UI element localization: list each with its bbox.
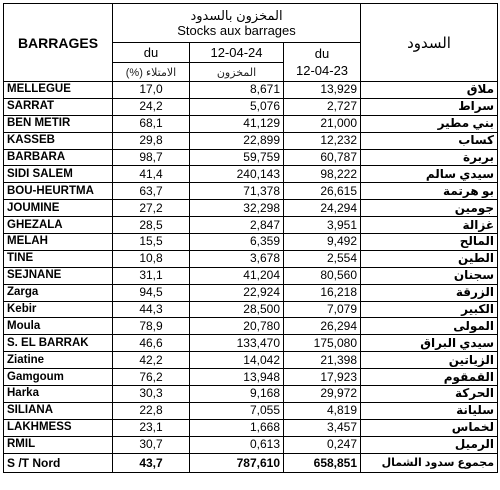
stock-2024: 41,204 <box>190 267 284 284</box>
stock-2024: 41,129 <box>190 115 284 132</box>
dam-row <box>4 166 498 183</box>
dam-row <box>4 82 498 99</box>
stock-2024: 9,168 <box>190 386 284 403</box>
dam-name-ar: الطين <box>361 250 498 267</box>
stock-2023: 175,080 <box>284 335 361 352</box>
prev-date-label: 12-04-23 <box>295 63 349 78</box>
stock-2023: 24,294 <box>284 200 361 217</box>
dam-name: Moula <box>4 318 113 335</box>
total-stock-2024: 787,610 <box>190 453 284 472</box>
dam-name-ar: سيدي البراق <box>361 335 498 352</box>
dam-row <box>4 386 498 403</box>
dam-name: SILIANA <box>4 402 113 419</box>
fill-percent: 29,8 <box>113 132 190 149</box>
dam-row <box>4 369 498 386</box>
stock-2024: 71,378 <box>190 183 284 200</box>
dam-name: BEN METIR <box>4 115 113 132</box>
dam-row <box>4 250 498 267</box>
dam-name: Gamgoum <box>4 369 113 386</box>
stock-2024: 5,076 <box>190 98 284 115</box>
fill-percent: 63,7 <box>113 183 190 200</box>
dam-name: Zarga <box>4 284 113 301</box>
dam-name: Kebir <box>4 301 113 318</box>
dam-row <box>4 284 498 301</box>
dam-name-ar: المولى <box>361 318 498 335</box>
dam-name-ar: سليانة <box>361 402 498 419</box>
stock-2024: 22,899 <box>190 132 284 149</box>
dam-name-ar: الزياتين <box>361 352 498 369</box>
fill-percent: 30,7 <box>113 436 190 453</box>
stock-2023: 21,398 <box>284 352 361 369</box>
stock-2023: 3,457 <box>284 419 361 436</box>
stock-2024: 8,671 <box>190 82 284 99</box>
col-header-sodoud: السدود <box>361 4 498 82</box>
fill-percent: 24,2 <box>113 98 190 115</box>
dam-name: Ziatine <box>4 352 113 369</box>
total-name-ar: مجموع سدود الشمال <box>361 453 498 472</box>
dam-name-ar: كساب <box>361 132 498 149</box>
dam-name-ar: سيدي سالم <box>361 166 498 183</box>
prev-du-label: du <box>314 46 330 61</box>
fill-percent: 41,4 <box>113 166 190 183</box>
dam-row <box>4 436 498 453</box>
dam-name-ar: بو هرتمة <box>361 183 498 200</box>
stock-2024: 3,678 <box>190 250 284 267</box>
dam-row <box>4 200 498 217</box>
stock-2024: 0,613 <box>190 436 284 453</box>
dam-name-ar: المالح <box>361 234 498 251</box>
dam-row <box>4 183 498 200</box>
stock-2023: 98,222 <box>284 166 361 183</box>
stock-2023: 0,247 <box>284 436 361 453</box>
stock-2023: 4,819 <box>284 402 361 419</box>
dam-name: SARRAT <box>4 98 113 115</box>
pct-label-ar: (%) الامتلاء <box>113 63 190 82</box>
dam-row <box>4 115 498 132</box>
dam-name: TINE <box>4 250 113 267</box>
dam-name: RMIL <box>4 436 113 453</box>
stock-2023: 21,000 <box>284 115 361 132</box>
fill-percent: 44,3 <box>113 301 190 318</box>
dam-row <box>4 402 498 419</box>
dam-row <box>4 234 498 251</box>
fill-percent: 98,7 <box>113 149 190 166</box>
fill-percent: 68,1 <box>113 115 190 132</box>
dam-row <box>4 352 498 369</box>
dam-row <box>4 419 498 436</box>
pct-du-header: du <box>113 43 190 63</box>
fill-percent: 17,0 <box>113 82 190 99</box>
dam-row <box>4 267 498 284</box>
stock-2024: 133,470 <box>190 335 284 352</box>
dam-row <box>4 335 498 352</box>
fill-percent: 15,5 <box>113 234 190 251</box>
stock-2024: 2,847 <box>190 217 284 234</box>
dam-name: SIDI SALEM <box>4 166 113 183</box>
dam-name: BARBARA <box>4 149 113 166</box>
total-stock-2023: 658,851 <box>284 453 361 472</box>
header-row-1 <box>4 4 498 43</box>
stock-2024: 22,924 <box>190 284 284 301</box>
stock-2023: 60,787 <box>284 149 361 166</box>
dam-name-ar: الكبير <box>361 301 498 318</box>
dams-table <box>3 3 498 473</box>
stock-2023: 16,218 <box>284 284 361 301</box>
dam-name-ar: القمقوم <box>361 369 498 386</box>
dam-name-ar: الرميل <box>361 436 498 453</box>
dam-name: JOUMINE <box>4 200 113 217</box>
dam-name: GHEZALA <box>4 217 113 234</box>
stocks-header <box>113 4 361 43</box>
total-row <box>4 453 498 472</box>
stocks-header-fr: Stocks aux barrages <box>177 23 296 38</box>
dam-name-ar: سراط <box>361 98 498 115</box>
fill-percent: 28,5 <box>113 217 190 234</box>
dam-name-ar: لخماس <box>361 419 498 436</box>
fill-percent: 22,8 <box>113 402 190 419</box>
dam-name: MELLEGUE <box>4 82 113 99</box>
dam-name: KASSEB <box>4 132 113 149</box>
dam-row <box>4 301 498 318</box>
col-header-barrages: BARRAGES <box>4 4 113 82</box>
stock-2024: 14,042 <box>190 352 284 369</box>
fill-percent: 23,1 <box>113 419 190 436</box>
dam-name-ar: جومين <box>361 200 498 217</box>
dam-name-ar: سجنان <box>361 267 498 284</box>
dam-name: S. EL BARRAK <box>4 335 113 352</box>
dam-name: Harka <box>4 386 113 403</box>
stock-2024: 28,500 <box>190 301 284 318</box>
dam-name-ar: ملاق <box>361 82 498 99</box>
stock-2023: 29,972 <box>284 386 361 403</box>
dam-name-ar: الحركة <box>361 386 498 403</box>
stocks-header-ar: المخزون بالسدود <box>190 8 283 23</box>
stock-2023: 17,923 <box>284 369 361 386</box>
total-name: S /T Nord <box>4 453 113 472</box>
stock-2023: 9,492 <box>284 234 361 251</box>
stock-2023: 3,951 <box>284 217 361 234</box>
dam-name: SEJNANE <box>4 267 113 284</box>
stock-2023: 2,554 <box>284 250 361 267</box>
stock-2024: 20,780 <box>190 318 284 335</box>
stock-2024: 32,298 <box>190 200 284 217</box>
stock-2024: 1,668 <box>190 419 284 436</box>
dam-row <box>4 98 498 115</box>
dam-row <box>4 318 498 335</box>
dam-name-ar: بربرة <box>361 149 498 166</box>
stock-2024: 240,143 <box>190 166 284 183</box>
fill-percent: 94,5 <box>113 284 190 301</box>
stock-2023: 13,929 <box>284 82 361 99</box>
dam-row <box>4 132 498 149</box>
fill-percent: 78,9 <box>113 318 190 335</box>
dam-name-ar: بني مطير <box>361 115 498 132</box>
dam-row <box>4 217 498 234</box>
stock-2024: 13,948 <box>190 369 284 386</box>
stock-2023: 12,232 <box>284 132 361 149</box>
stock-2024: 59,759 <box>190 149 284 166</box>
fill-percent: 31,1 <box>113 267 190 284</box>
dam-name-ar: الزرقة <box>361 284 498 301</box>
dam-row <box>4 149 498 166</box>
fill-percent: 27,2 <box>113 200 190 217</box>
stock-2023: 2,727 <box>284 98 361 115</box>
stock-2023: 7,079 <box>284 301 361 318</box>
stock-2023: 80,560 <box>284 267 361 284</box>
dam-name: MELAH <box>4 234 113 251</box>
fill-percent: 30,3 <box>113 386 190 403</box>
fill-percent: 10,8 <box>113 250 190 267</box>
stock-2024: 6,359 <box>190 234 284 251</box>
prev-date-header <box>284 43 361 82</box>
stock-2024: 7,055 <box>190 402 284 419</box>
fill-percent: 46,6 <box>113 335 190 352</box>
date-2024-header: 12-04-24 <box>190 43 284 63</box>
dam-name: BOU-HEURTMA <box>4 183 113 200</box>
dam-name: LAKHMESS <box>4 419 113 436</box>
fill-percent: 42,2 <box>113 352 190 369</box>
stock-label-ar: المخزون <box>190 63 284 82</box>
stock-2023: 26,615 <box>284 183 361 200</box>
fill-percent: 76,2 <box>113 369 190 386</box>
total-fill-percent: 43,7 <box>113 453 190 472</box>
dam-name-ar: غزالة <box>361 217 498 234</box>
stock-2023: 26,294 <box>284 318 361 335</box>
